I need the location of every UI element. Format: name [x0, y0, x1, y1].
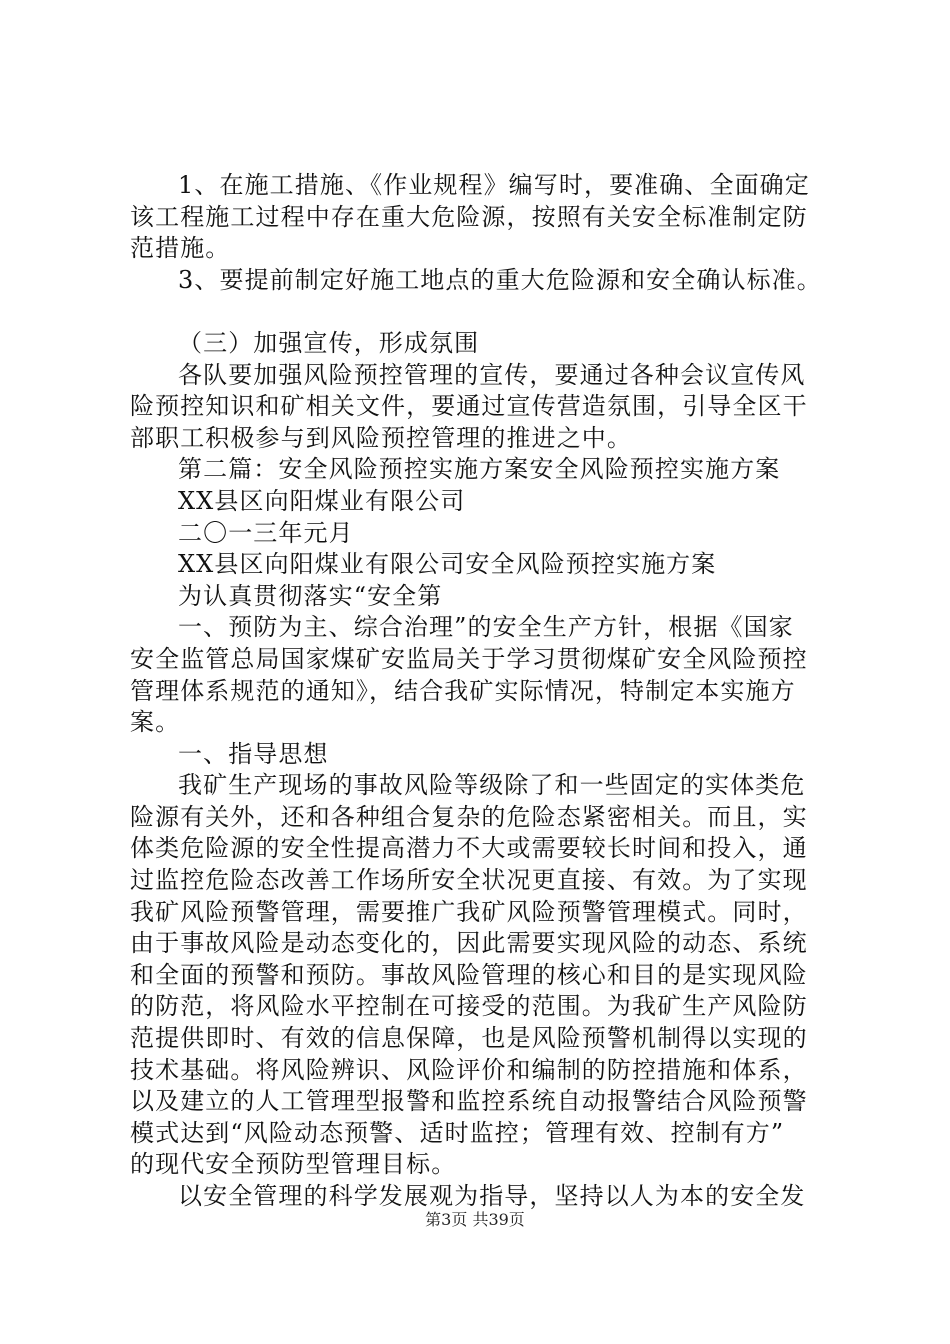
paragraph-line: 部职工积极参与到风险预控管理的推进之中。 — [130, 423, 632, 452]
paragraph-line: 我矿风险预警管理，需要推广我矿风险预警管理模式。同时， — [130, 897, 808, 926]
paragraph-line: 和全面的预警和预防。事故风险管理的核心和目的是实现风险 — [130, 960, 808, 989]
paragraph-line: 管理体系规范的通知》，结合我矿实际情况，特制定本实施方 — [130, 676, 796, 705]
paragraph-line: 范措施。 — [130, 234, 231, 263]
section-heading: 一、指导思想 — [178, 739, 329, 768]
paragraph-line: 为认真贯彻落实“安全第 — [178, 581, 443, 610]
paragraph-line: 的现代安全预防型管理目标。 — [130, 1150, 457, 1179]
paragraph-line: 技术基础。将风险辨识、风险评价和编制的防控措施和体系， — [130, 1055, 808, 1084]
document-title: XX县区向阳煤业有限公司安全风险预控实施方案 — [178, 550, 717, 579]
paragraph-line: 以安全管理的科学发展观为指导，坚持以人为本的安全发 — [178, 1182, 806, 1210]
paragraph-line: 我矿生产现场的事故风险等级除了和一些固定的实体类危 — [178, 771, 806, 800]
paragraph-line: 由于事故风险是动态变化的，因此需要实现风险的动态、系统 — [130, 929, 808, 958]
paragraph-line: 1、在施工措施、《作业规程》编写时，要准确、全面确定 — [178, 171, 810, 199]
paragraph-line: 的防范，将风险水平控制在可接受的范围。为我矿生产风险防 — [130, 992, 808, 1021]
paragraph-line: 该工程施工过程中存在重大危险源，按照有关安全标准制定防 — [130, 202, 808, 231]
paragraph-line: 3、要提前制定好施工地点的重大危险源和安全确认标准。 — [178, 265, 822, 294]
paragraph-line: 以及建立的人工管理型报警和监控系统自动报警结合风险预警 — [130, 1087, 808, 1116]
paragraph-line: 安全监管总局国家煤矿安监局关于学习贯彻煤矿安全风险预控 — [130, 644, 808, 673]
paragraph-line: 模式达到“风险动态预警、适时监控；管理有效、控制有方” — [130, 1118, 785, 1147]
document-date: 二〇一三年元月 — [178, 518, 354, 547]
paragraph-gap — [130, 296, 830, 328]
paragraph-line: 险源有关外，还和各种组合复杂的危险态紧密相关。而且，实 — [130, 802, 808, 831]
paragraph-line: 险预控知识和矿相关文件，要通过宣传营造氛围，引导全区干 — [130, 392, 808, 421]
paragraph-line: 体类危险源的安全性提高潜力不大或需要较长时间和投入，通 — [130, 834, 808, 863]
paragraph-line: 各队要加强风险预控管理的宣传，要通过各种会议宣传风 — [178, 360, 806, 389]
paragraph-line: 案。 — [130, 708, 181, 737]
chapter-title: 第二篇：安全风险预控实施方案安全风险预控实施方案 — [178, 455, 781, 484]
paragraph-line: 范提供即时、有效的信息保障，也是风险预警机制得以实现的 — [130, 1024, 808, 1053]
page-footer: 第3页 共39页 — [425, 1210, 525, 1229]
company-name: XX县区向阳煤业有限公司 — [178, 486, 466, 515]
document-body — [130, 170, 830, 1213]
paragraph-line: 一、预防为主、综合治理”的安全生产方针，根据《国家 — [178, 613, 794, 642]
section-heading: （三）加强宣传，形成氛围 — [178, 328, 480, 357]
paragraph-line: 过监控危险态改善工作场所安全状况更直接、有效。为了实现 — [130, 866, 808, 895]
